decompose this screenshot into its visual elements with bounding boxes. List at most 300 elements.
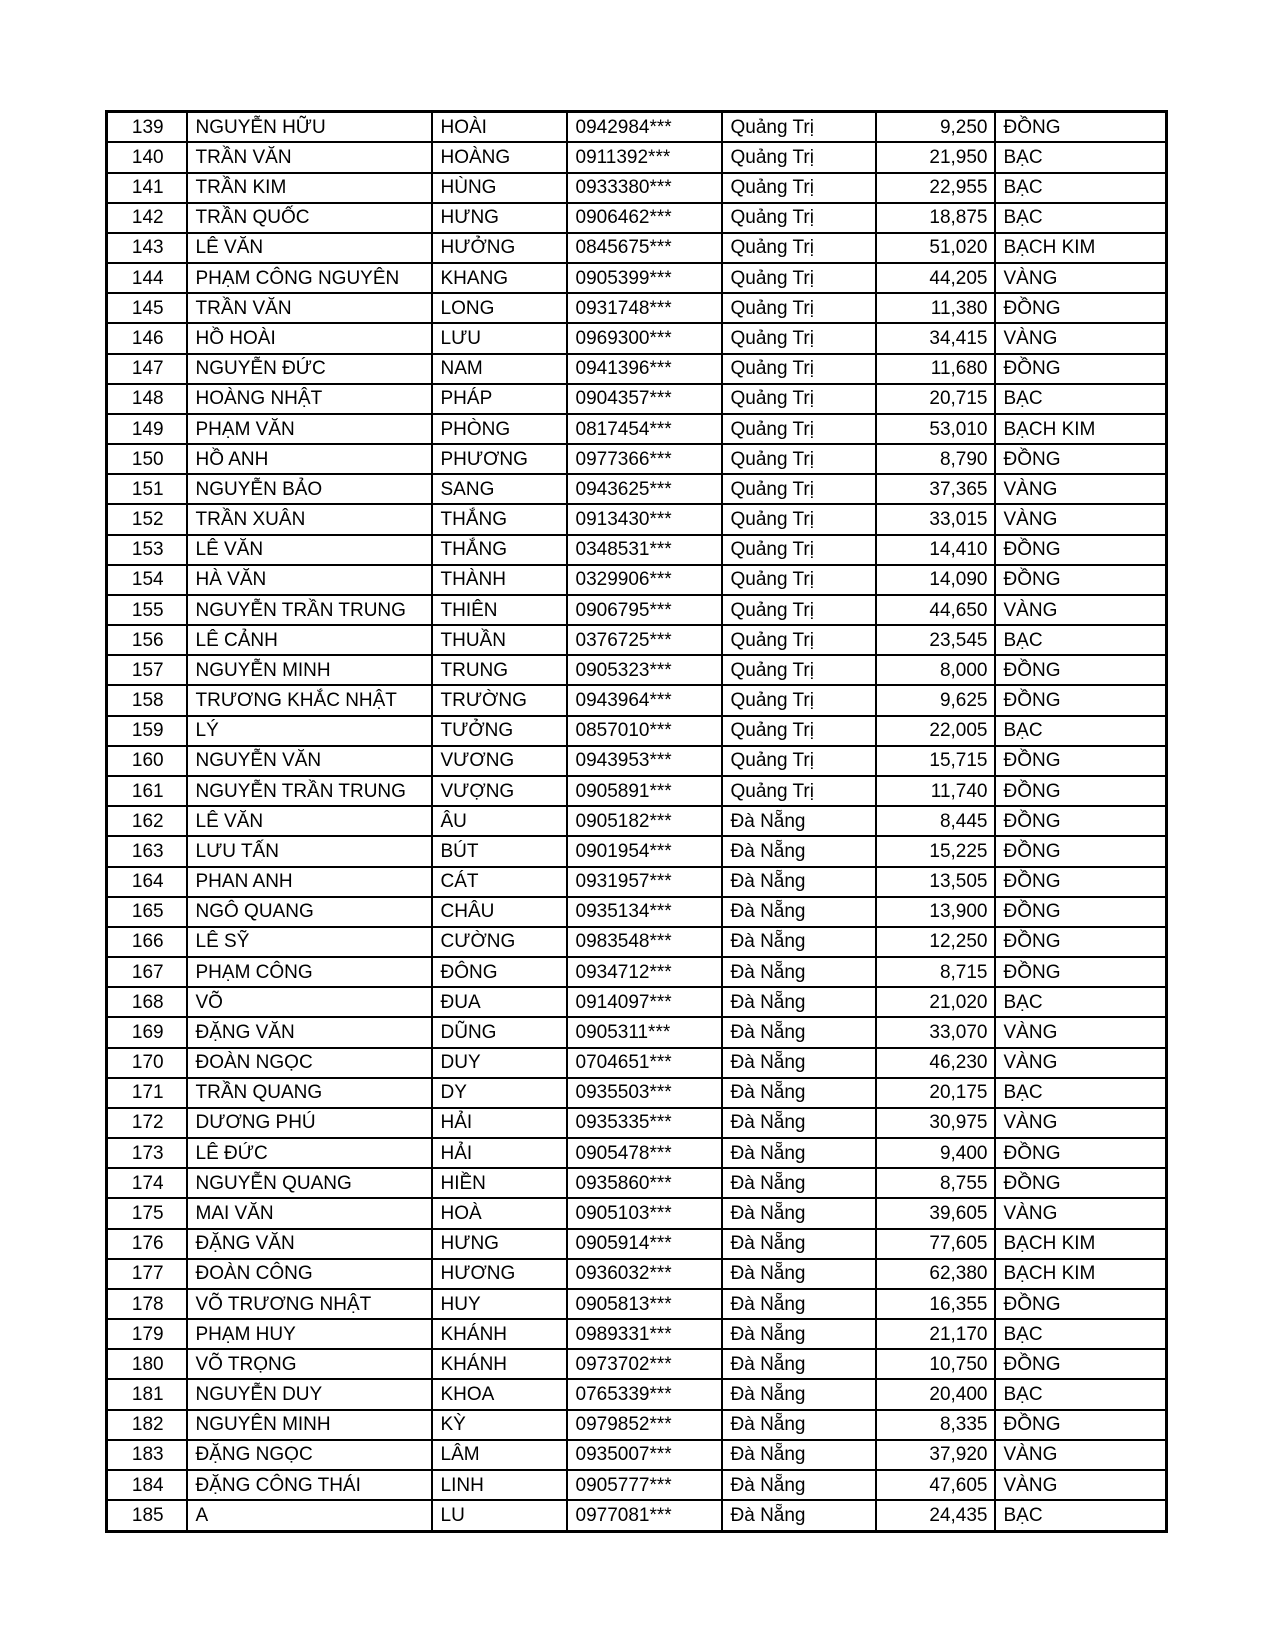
cell-tier: BẠC [995, 716, 1167, 746]
cell-phone-number: 0936032*** [567, 1259, 722, 1289]
cell-row-number: 144 [107, 263, 187, 293]
cell-province: Đà Nẵng [722, 1078, 876, 1108]
table-row [107, 625, 1167, 655]
cell-row-number: 164 [107, 867, 187, 897]
table-row [107, 173, 1167, 203]
table-row [107, 897, 1167, 927]
cell-tier: ĐỒNG [995, 354, 1167, 384]
cell-phone-number: 0905891*** [567, 776, 722, 806]
cell-points: 15,715 [876, 746, 995, 776]
cell-tier: ĐỒNG [995, 1138, 1167, 1168]
cell-tier: BẠCH KIM [995, 414, 1167, 444]
cell-last-middle-name: VÕ TRƯƠNG NHẬT [187, 1289, 432, 1319]
cell-province: Quảng Trị [722, 354, 876, 384]
cell-province: Đà Nẵng [722, 1017, 876, 1047]
cell-province: Đà Nẵng [722, 1168, 876, 1198]
cell-phone-number: 0376725*** [567, 625, 722, 655]
cell-province: Đà Nẵng [722, 957, 876, 987]
cell-tier: BẠCH KIM [995, 233, 1167, 263]
table-row [107, 384, 1167, 414]
cell-first-name: THẮNG [432, 504, 567, 534]
table-row [107, 565, 1167, 595]
cell-first-name: HƯNG [432, 203, 567, 233]
cell-last-middle-name: NGUYỄN QUANG [187, 1168, 432, 1198]
cell-last-middle-name: PHẠM VĂN [187, 414, 432, 444]
table-row [107, 1470, 1167, 1500]
cell-phone-number: 0905103*** [567, 1198, 722, 1228]
cell-last-middle-name: HÀ VĂN [187, 565, 432, 595]
table-row [107, 1259, 1167, 1289]
cell-row-number: 147 [107, 354, 187, 384]
cell-phone-number: 0931957*** [567, 867, 722, 897]
cell-phone-number: 0905777*** [567, 1470, 722, 1500]
cell-first-name: LÂM [432, 1440, 567, 1470]
cell-points: 16,355 [876, 1289, 995, 1319]
cell-points: 11,740 [876, 776, 995, 806]
cell-points: 33,015 [876, 504, 995, 534]
cell-first-name: THUẦN [432, 625, 567, 655]
cell-province: Đà Nẵng [722, 1410, 876, 1440]
cell-points: 44,650 [876, 595, 995, 625]
table-row [107, 142, 1167, 172]
table-row [107, 836, 1167, 866]
cell-first-name: THIÊN [432, 595, 567, 625]
cell-row-number: 167 [107, 957, 187, 987]
cell-first-name: THẮNG [432, 535, 567, 565]
cell-last-middle-name: LÊ VĂN [187, 535, 432, 565]
cell-province: Quảng Trị [722, 565, 876, 595]
cell-last-middle-name: NGUYỄN MINH [187, 655, 432, 685]
cell-first-name: PHÁP [432, 384, 567, 414]
cell-tier: ĐỒNG [995, 836, 1167, 866]
cell-tier: VÀNG [995, 504, 1167, 534]
table-row [107, 716, 1167, 746]
cell-tier: ĐỒNG [995, 897, 1167, 927]
cell-last-middle-name: NGUYÊN MINH [187, 1410, 432, 1440]
cell-last-middle-name: ĐẶNG NGỌC [187, 1440, 432, 1470]
cell-row-number: 162 [107, 806, 187, 836]
cell-province: Đà Nẵng [722, 1349, 876, 1379]
table-row [107, 1319, 1167, 1349]
cell-points: 8,715 [876, 957, 995, 987]
cell-phone-number: 0704651*** [567, 1048, 722, 1078]
table-row [107, 685, 1167, 715]
cell-phone-number: 0935134*** [567, 897, 722, 927]
cell-last-middle-name: PHẠM CÔNG [187, 957, 432, 987]
cell-tier: ĐỒNG [995, 746, 1167, 776]
table-row [107, 1138, 1167, 1168]
cell-points: 24,435 [876, 1500, 995, 1531]
cell-points: 11,380 [876, 293, 995, 323]
table-row [107, 1168, 1167, 1198]
cell-tier: ĐỒNG [995, 444, 1167, 474]
cell-last-middle-name: NGUYỄN TRẦN TRUNG [187, 776, 432, 806]
cell-tier: VÀNG [995, 1198, 1167, 1228]
cell-row-number: 181 [107, 1379, 187, 1409]
cell-first-name: LONG [432, 293, 567, 323]
cell-province: Đà Nẵng [722, 1440, 876, 1470]
cell-tier: ĐỒNG [995, 112, 1167, 143]
cell-province: Quảng Trị [722, 142, 876, 172]
cell-phone-number: 0905182*** [567, 806, 722, 836]
table-row [107, 474, 1167, 504]
cell-row-number: 169 [107, 1017, 187, 1047]
cell-points: 8,755 [876, 1168, 995, 1198]
table-row [107, 203, 1167, 233]
cell-tier: ĐỒNG [995, 685, 1167, 715]
cell-first-name: PHÒNG [432, 414, 567, 444]
cell-province: Quảng Trị [722, 655, 876, 685]
cell-first-name: LINH [432, 1470, 567, 1500]
cell-last-middle-name: LÊ CẢNH [187, 625, 432, 655]
cell-points: 34,415 [876, 323, 995, 353]
cell-first-name: HẢI [432, 1108, 567, 1138]
cell-phone-number: 0934712*** [567, 957, 722, 987]
cell-tier: ĐỒNG [995, 927, 1167, 957]
cell-phone-number: 0943625*** [567, 474, 722, 504]
cell-points: 14,090 [876, 565, 995, 595]
cell-first-name: HẢI [432, 1138, 567, 1168]
member-list-table [105, 110, 1168, 1533]
cell-first-name: HOÀI [432, 112, 567, 143]
cell-row-number: 151 [107, 474, 187, 504]
cell-last-middle-name: ĐẶNG VĂN [187, 1229, 432, 1259]
table-row [107, 504, 1167, 534]
cell-last-middle-name: TRẦN KIM [187, 173, 432, 203]
cell-points: 13,505 [876, 867, 995, 897]
cell-points: 77,605 [876, 1229, 995, 1259]
cell-row-number: 160 [107, 746, 187, 776]
cell-province: Đà Nẵng [722, 1138, 876, 1168]
cell-phone-number: 0904357*** [567, 384, 722, 414]
cell-first-name: KỲ [432, 1410, 567, 1440]
cell-tier: BẠCH KIM [995, 1259, 1167, 1289]
cell-province: Quảng Trị [722, 414, 876, 444]
cell-row-number: 180 [107, 1349, 187, 1379]
cell-phone-number: 0941396*** [567, 354, 722, 384]
cell-last-middle-name: TRẦN XUÂN [187, 504, 432, 534]
cell-tier: BẠC [995, 142, 1167, 172]
cell-first-name: ÂU [432, 806, 567, 836]
cell-first-name: KHANG [432, 263, 567, 293]
cell-province: Đà Nẵng [722, 836, 876, 866]
cell-phone-number: 0905478*** [567, 1138, 722, 1168]
cell-phone-number: 0977081*** [567, 1500, 722, 1531]
cell-last-middle-name: DƯƠNG PHÚ [187, 1108, 432, 1138]
cell-last-middle-name: PHẠM CÔNG NGUYÊN [187, 263, 432, 293]
cell-points: 46,230 [876, 1048, 995, 1078]
cell-first-name: KHÁNH [432, 1319, 567, 1349]
cell-points: 9,400 [876, 1138, 995, 1168]
cell-points: 33,070 [876, 1017, 995, 1047]
cell-tier: ĐỒNG [995, 655, 1167, 685]
cell-first-name: HOÀ [432, 1198, 567, 1228]
cell-first-name: THÀNH [432, 565, 567, 595]
cell-last-middle-name: NGUYỄN ĐỨC [187, 354, 432, 384]
cell-tier: VÀNG [995, 1048, 1167, 1078]
cell-first-name: SANG [432, 474, 567, 504]
cell-points: 8,445 [876, 806, 995, 836]
table-row [107, 806, 1167, 836]
cell-province: Quảng Trị [722, 716, 876, 746]
cell-phone-number: 0979852*** [567, 1410, 722, 1440]
cell-points: 37,365 [876, 474, 995, 504]
cell-tier: BẠC [995, 203, 1167, 233]
cell-tier: BẠC [995, 173, 1167, 203]
cell-last-middle-name: LÊ VĂN [187, 233, 432, 263]
cell-first-name: HƯNG [432, 1229, 567, 1259]
cell-last-middle-name: ĐẶNG VĂN [187, 1017, 432, 1047]
cell-first-name: TƯỞNG [432, 716, 567, 746]
cell-province: Quảng Trị [722, 746, 876, 776]
cell-tier: ĐỒNG [995, 867, 1167, 897]
cell-province: Đà Nẵng [722, 1289, 876, 1319]
cell-points: 21,020 [876, 987, 995, 1017]
cell-tier: VÀNG [995, 595, 1167, 625]
cell-phone-number: 0935860*** [567, 1168, 722, 1198]
cell-last-middle-name: TRẦN VĂN [187, 293, 432, 323]
cell-row-number: 184 [107, 1470, 187, 1500]
cell-first-name: PHƯƠNG [432, 444, 567, 474]
table-body [107, 112, 1167, 1532]
cell-tier: ĐỒNG [995, 1410, 1167, 1440]
cell-province: Quảng Trị [722, 504, 876, 534]
cell-last-middle-name: NGUYỄN DUY [187, 1379, 432, 1409]
cell-first-name: VƯỢNG [432, 776, 567, 806]
cell-tier: ĐỒNG [995, 957, 1167, 987]
cell-row-number: 154 [107, 565, 187, 595]
cell-tier: ĐỒNG [995, 535, 1167, 565]
cell-first-name: LU [432, 1500, 567, 1531]
cell-points: 9,625 [876, 685, 995, 715]
cell-first-name: CÁT [432, 867, 567, 897]
cell-points: 11,680 [876, 354, 995, 384]
cell-tier: ĐỒNG [995, 1349, 1167, 1379]
cell-last-middle-name: LÝ [187, 716, 432, 746]
cell-points: 12,250 [876, 927, 995, 957]
cell-points: 22,005 [876, 716, 995, 746]
cell-phone-number: 0931748*** [567, 293, 722, 323]
cell-points: 20,400 [876, 1379, 995, 1409]
cell-first-name: DY [432, 1078, 567, 1108]
cell-row-number: 148 [107, 384, 187, 414]
table-row [107, 776, 1167, 806]
cell-row-number: 150 [107, 444, 187, 474]
cell-tier: ĐỒNG [995, 565, 1167, 595]
cell-first-name: HIỀN [432, 1168, 567, 1198]
table-row [107, 1289, 1167, 1319]
table-row [107, 867, 1167, 897]
cell-phone-number: 0942984*** [567, 112, 722, 143]
table-row [107, 655, 1167, 685]
cell-row-number: 168 [107, 987, 187, 1017]
cell-row-number: 157 [107, 655, 187, 685]
cell-province: Quảng Trị [722, 233, 876, 263]
cell-phone-number: 0905914*** [567, 1229, 722, 1259]
cell-phone-number: 0901954*** [567, 836, 722, 866]
cell-row-number: 163 [107, 836, 187, 866]
cell-phone-number: 0913430*** [567, 504, 722, 534]
cell-first-name: TRƯỜNG [432, 685, 567, 715]
cell-points: 8,790 [876, 444, 995, 474]
cell-row-number: 158 [107, 685, 187, 715]
cell-row-number: 174 [107, 1168, 187, 1198]
cell-phone-number: 0943964*** [567, 685, 722, 715]
cell-row-number: 156 [107, 625, 187, 655]
cell-row-number: 161 [107, 776, 187, 806]
table-row [107, 1048, 1167, 1078]
cell-tier: VÀNG [995, 1470, 1167, 1500]
cell-points: 62,380 [876, 1259, 995, 1289]
cell-phone-number: 0989331*** [567, 1319, 722, 1349]
cell-phone-number: 0857010*** [567, 716, 722, 746]
cell-points: 8,335 [876, 1410, 995, 1440]
cell-province: Đà Nẵng [722, 1470, 876, 1500]
cell-province: Đà Nẵng [722, 987, 876, 1017]
cell-row-number: 153 [107, 535, 187, 565]
cell-first-name: KHÁNH [432, 1349, 567, 1379]
cell-row-number: 143 [107, 233, 187, 263]
cell-row-number: 173 [107, 1138, 187, 1168]
cell-tier: ĐỒNG [995, 776, 1167, 806]
cell-phone-number: 0935335*** [567, 1108, 722, 1138]
cell-province: Đà Nẵng [722, 1048, 876, 1078]
table-row [107, 1379, 1167, 1409]
cell-last-middle-name: ĐOÀN NGỌC [187, 1048, 432, 1078]
cell-first-name: CHÂU [432, 897, 567, 927]
cell-phone-number: 0983548*** [567, 927, 722, 957]
cell-first-name: HƯƠNG [432, 1259, 567, 1289]
cell-province: Quảng Trị [722, 112, 876, 143]
table-row [107, 1500, 1167, 1531]
table-row [107, 987, 1167, 1017]
table-row [107, 1108, 1167, 1138]
cell-last-middle-name: LÊ VĂN [187, 806, 432, 836]
cell-row-number: 177 [107, 1259, 187, 1289]
cell-last-middle-name: ĐOÀN CÔNG [187, 1259, 432, 1289]
cell-first-name: BÚT [432, 836, 567, 866]
cell-points: 18,875 [876, 203, 995, 233]
table-row [107, 1229, 1167, 1259]
table-row [107, 323, 1167, 353]
cell-row-number: 172 [107, 1108, 187, 1138]
cell-first-name: ĐUA [432, 987, 567, 1017]
cell-province: Đà Nẵng [722, 1500, 876, 1531]
cell-points: 47,605 [876, 1470, 995, 1500]
cell-tier: BẠC [995, 1078, 1167, 1108]
table-row [107, 746, 1167, 776]
cell-last-middle-name: MAI VĂN [187, 1198, 432, 1228]
table-row [107, 233, 1167, 263]
cell-last-middle-name: LÊ ĐỨC [187, 1138, 432, 1168]
cell-last-middle-name: TRẦN VĂN [187, 142, 432, 172]
cell-points: 51,020 [876, 233, 995, 263]
cell-last-middle-name: HOÀNG NHẬT [187, 384, 432, 414]
table-row [107, 414, 1167, 444]
cell-tier: ĐỒNG [995, 293, 1167, 323]
cell-last-middle-name: TRƯƠNG KHẮC NHẬT [187, 685, 432, 715]
cell-row-number: 185 [107, 1500, 187, 1531]
cell-last-middle-name: NGUYỄN BẢO [187, 474, 432, 504]
cell-province: Quảng Trị [722, 263, 876, 293]
cell-last-middle-name: LƯU TẤN [187, 836, 432, 866]
cell-province: Quảng Trị [722, 384, 876, 414]
cell-points: 37,920 [876, 1440, 995, 1470]
table-row [107, 354, 1167, 384]
cell-first-name: HOÀNG [432, 142, 567, 172]
cell-row-number: 175 [107, 1198, 187, 1228]
table-row [107, 927, 1167, 957]
cell-phone-number: 0973702*** [567, 1349, 722, 1379]
cell-points: 21,950 [876, 142, 995, 172]
cell-row-number: 142 [107, 203, 187, 233]
cell-points: 9,250 [876, 112, 995, 143]
cell-province: Quảng Trị [722, 203, 876, 233]
cell-points: 23,545 [876, 625, 995, 655]
cell-province: Đà Nẵng [722, 897, 876, 927]
cell-phone-number: 0905311*** [567, 1017, 722, 1047]
cell-phone-number: 0905323*** [567, 655, 722, 685]
cell-province: Quảng Trị [722, 293, 876, 323]
cell-row-number: 183 [107, 1440, 187, 1470]
cell-province: Quảng Trị [722, 685, 876, 715]
cell-province: Đà Nẵng [722, 1379, 876, 1409]
cell-last-middle-name: HỒ HOÀI [187, 323, 432, 353]
table-row [107, 1440, 1167, 1470]
cell-row-number: 141 [107, 173, 187, 203]
cell-tier: VÀNG [995, 1017, 1167, 1047]
cell-tier: BẠC [995, 1500, 1167, 1531]
cell-phone-number: 0935007*** [567, 1440, 722, 1470]
cell-province: Quảng Trị [722, 595, 876, 625]
cell-points: 20,715 [876, 384, 995, 414]
cell-tier: ĐỒNG [995, 806, 1167, 836]
cell-first-name: TRUNG [432, 655, 567, 685]
cell-phone-number: 0905399*** [567, 263, 722, 293]
cell-tier: ĐỒNG [995, 1289, 1167, 1319]
cell-tier: VÀNG [995, 1108, 1167, 1138]
cell-points: 21,170 [876, 1319, 995, 1349]
cell-points: 15,225 [876, 836, 995, 866]
cell-phone-number: 0933380*** [567, 173, 722, 203]
cell-points: 13,900 [876, 897, 995, 927]
cell-tier: ĐỒNG [995, 1168, 1167, 1198]
cell-tier: BẠC [995, 1379, 1167, 1409]
cell-row-number: 179 [107, 1319, 187, 1349]
cell-phone-number: 0817454*** [567, 414, 722, 444]
cell-last-middle-name: PHAN ANH [187, 867, 432, 897]
cell-last-middle-name: NGÔ QUANG [187, 897, 432, 927]
table-row [107, 1198, 1167, 1228]
cell-province: Đà Nẵng [722, 1319, 876, 1349]
cell-tier: VÀNG [995, 323, 1167, 353]
cell-last-middle-name: VÕ TRỌNG [187, 1349, 432, 1379]
cell-first-name: LƯU [432, 323, 567, 353]
cell-row-number: 149 [107, 414, 187, 444]
cell-phone-number: 0348531*** [567, 535, 722, 565]
cell-first-name: VƯƠNG [432, 746, 567, 776]
cell-last-middle-name: HỒ ANH [187, 444, 432, 474]
table-row [107, 957, 1167, 987]
cell-first-name: NAM [432, 354, 567, 384]
cell-province: Quảng Trị [722, 776, 876, 806]
cell-province: Quảng Trị [722, 474, 876, 504]
cell-first-name: HÙNG [432, 173, 567, 203]
cell-phone-number: 0977366*** [567, 444, 722, 474]
cell-first-name: DUY [432, 1048, 567, 1078]
cell-row-number: 159 [107, 716, 187, 746]
cell-phone-number: 0906462*** [567, 203, 722, 233]
